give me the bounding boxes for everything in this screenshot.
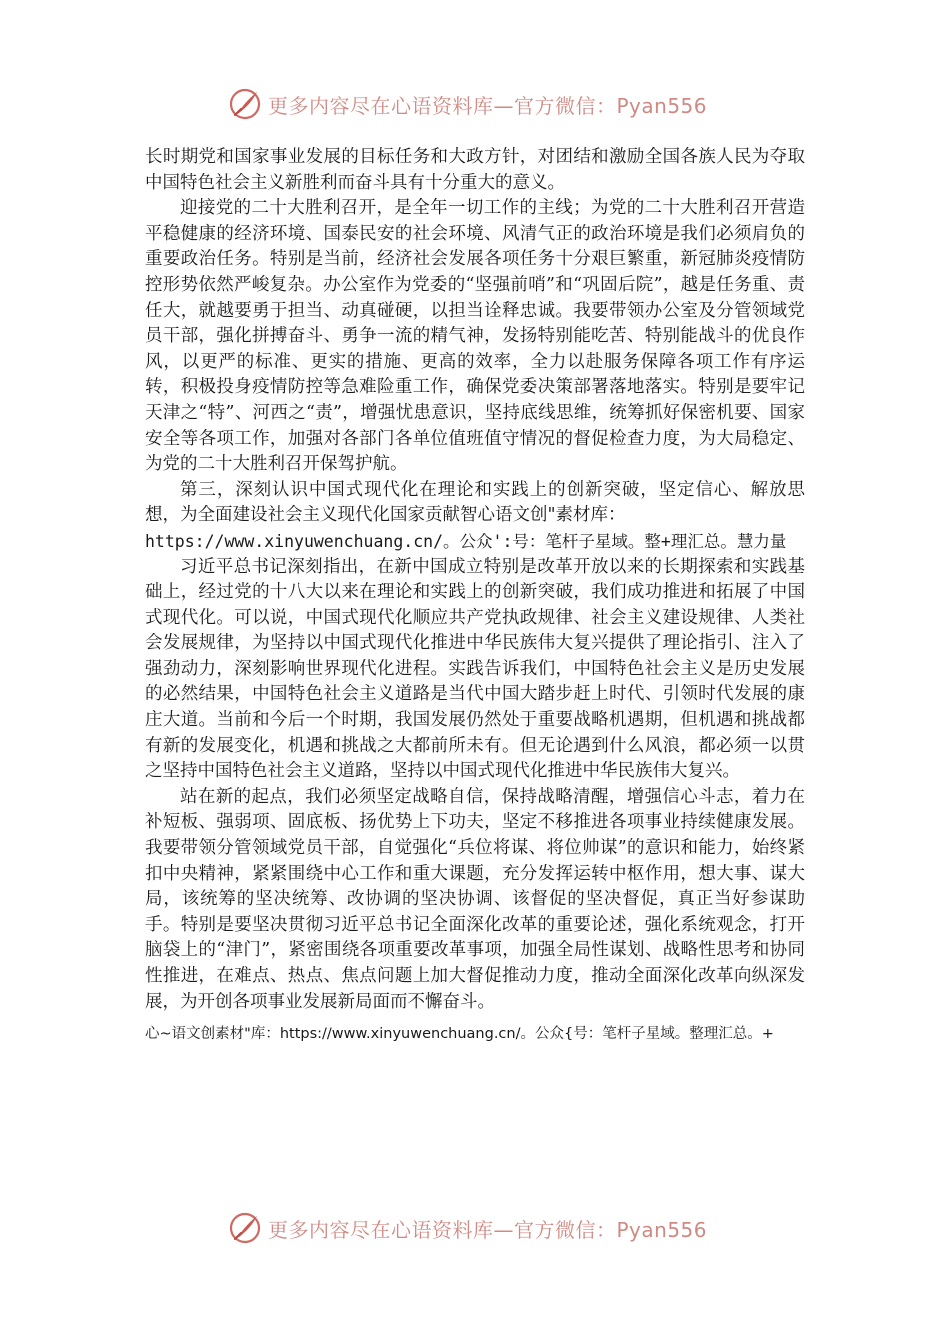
bottom-watermark-banner [228,1208,728,1248]
watermark-text: 更多内容尽在心语资料库—官方微信：Pyan556 [268,1217,708,1242]
paragraph: 长时期党和国家事业发展的目标任务和大政方针，对团结和激励全国各族人民为夺取中国特色社会主义新胜利而奋斗具有十分重大的意义。 [145,147,805,193]
quill-logo-icon [228,1211,262,1245]
document-body [145,145,805,1045]
source-url-line: https://www.xinyuwenchuang.cn/。公众':号：笔杆子星域。整+理汇总。慧力量 [145,531,787,551]
top-watermark-banner [228,84,728,124]
paragraph: 站在新的起点，我们必须坚定战略自信，保持战略清醒，增强信心斗志，着力在补短板、强弱项、固底板、扬优势上下功夫，坚定不移推进各项事业持续健康发展。我要带领分管领域党员干部，自觉强化“兵位将谋、将位帅谋”的意识和能力，始终紧扣中央精神，紧紧围绕中心工作和重大课题，充分发挥运转中枢作用，想大事、谋大局，该统筹的坚决统筹、改协调的坚决协调、该督促的坚决督促，真正当好参谋助手。特别是要坚决贯彻习近平总书记全面深化改革的重要论述，强化系统观念，打开脑袋上的“津门”，紧密围绕各项重要改革事项，加强全局性谋划、战略性思考和协同性推进，在难点、热点、焦点问题上加大督促推动力度，推动全面深化改革向纵深发展，为开创各项事业发展新局面而不懈奋斗。 [145,786,805,1012]
paragraph: 迎接党的二十大胜利召开，是全年一切工作的主线；为党的二十大胜利召开营造平稳健康的经济环境、国泰民安的社会环境、风清气正的政治环境是我们必须肩负的重要政治任务。特别是当前，经济社会发展各项任务十分艰巨繁重，新冠肺炎疫情防控形势依然严峻复杂。办公室作为党委的“坚强前哨”和“巩固后院”，越是任务重、责任大，就越要勇于担当、动真碰硬，以担当诠释忠诚。我要带领办公室及分管领域党员干部，强化拼搏奋斗、勇争一流的精气神，发扬特别能吃苦、特别能战斗的优良作风，以更严的标准、更实的措施、更高的效率，全力以赴服务保障各项工作有序运转，积极投身疫情防控等急难险重工作，确保党委决策部署落地落实。特别是要牢记天津之“特”、河西之“责”，增强忧患意识，坚持底线思维，统筹抓好保密机要、国家安全等各项工作，加强对各部门各单位值班值守情况的督促检查力度，为大局稳定、为党的二十大胜利召开保驾护航。 [145,198,805,475]
watermark-text: 更多内容尽在心语资料库—官方微信：Pyan556 [268,93,708,118]
section-heading-paragraph: 第三，深刻认识中国式现代化在理论和实践上的创新突破，坚定信心、解放思想，为全面建设社会主义现代化国家贡献智心语文创"素材库： [145,479,805,526]
paragraph: 习近平总书记深刻指出，在新中国成立特别是改革开放以来的长期探索和实践基础上，经过党的十八大以来在理论和实践上的创新突破，我们成功推进和拓展了中国式现代化。可以说，中国式现代化顺应共产党执政规律、社会主义建设规律、人类社会发展规律，为坚持以中国式现代化推进中华民族伟大复兴提供了理论指引、注入了强劲动力，深刻影响世界现代化进程。实践告诉我们，中国特色社会主义是历史发展的必然结果，中国特色社会主义道路是当代中国大踏步赶上时代、引领时代发展的康庄大道。当前和今后一个时期，我国发展仍然处于重要战略机遇期，但机遇和挑战都有新的发展变化，机遇和挑战之大都前所未有。但无论遇到什么风浪，都必须一以贯之坚持中国特色社会主义道路，坚持以中国式现代化推进中华民族伟大复兴。 [145,556,805,782]
quill-logo-icon [228,87,262,121]
source-footer-note: 心~语文创素材"库：https://www.xinyuwenchuang.cn/。公众{号：笔杆子星域。整理汇总。+ [145,1026,774,1043]
